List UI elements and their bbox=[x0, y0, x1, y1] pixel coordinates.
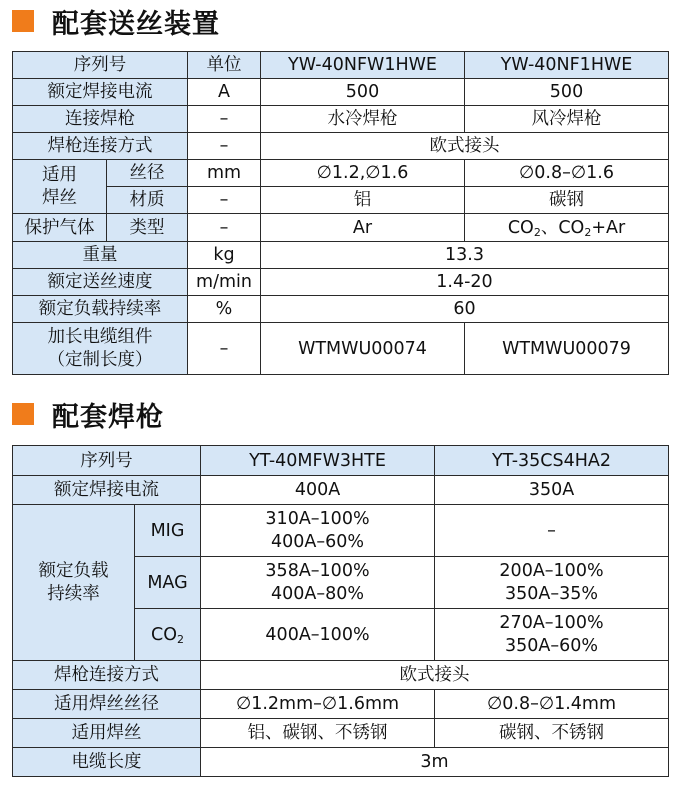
table-row bbox=[13, 661, 669, 690]
value-line: 310A–100% bbox=[265, 508, 370, 529]
cell-value bbox=[465, 214, 669, 242]
row-label: 焊枪连接方式 bbox=[13, 661, 201, 690]
header-model1: YT-40MFW3HTE bbox=[201, 446, 435, 476]
row-label: 电缆长度 bbox=[13, 748, 201, 777]
table-row bbox=[13, 269, 669, 296]
cell-value bbox=[435, 609, 669, 661]
header-unit: 单位 bbox=[188, 52, 261, 79]
header-model2: YT-35CS4HA2 bbox=[435, 446, 669, 476]
group-label-line: 焊丝 bbox=[42, 187, 77, 208]
table-row bbox=[13, 52, 669, 79]
table-row bbox=[13, 242, 669, 269]
row-label: 材质 bbox=[107, 187, 188, 214]
value-line: 270A–100% bbox=[499, 612, 604, 633]
row-label: 类型 bbox=[107, 214, 188, 242]
cell-value bbox=[201, 505, 435, 557]
cell-value: 1.4-20 bbox=[261, 269, 669, 296]
row-label: 连接焊枪 bbox=[13, 106, 188, 133]
section-title-text: 配套焊枪 bbox=[52, 401, 164, 433]
row-label: 额定负载持续率 bbox=[13, 296, 188, 323]
cell-value: 350A bbox=[435, 476, 669, 505]
row-unit: – bbox=[188, 323, 261, 375]
row-unit: – bbox=[188, 133, 261, 160]
cell-value: 碳钢 bbox=[465, 187, 669, 214]
cell-value: WTMWU00074 bbox=[261, 323, 465, 375]
table-row bbox=[13, 106, 669, 133]
cell-value: 400A–100% bbox=[201, 609, 435, 661]
cell-value: 3m bbox=[201, 748, 669, 777]
row-label: 适用焊丝 bbox=[13, 719, 201, 748]
cell-value bbox=[435, 557, 669, 609]
section-title-torch bbox=[12, 397, 164, 431]
row-unit: % bbox=[188, 296, 261, 323]
row-unit: kg bbox=[188, 242, 261, 269]
row-label: 重量 bbox=[13, 242, 188, 269]
cell-value: 400A bbox=[201, 476, 435, 505]
table-row bbox=[13, 476, 669, 505]
table-row bbox=[13, 296, 669, 323]
row-label: 焊枪连接方式 bbox=[13, 133, 188, 160]
co2-label: CO bbox=[151, 624, 177, 645]
cell-value: 风冷焊枪 bbox=[465, 106, 669, 133]
cell-value: ∅0.8–∅1.6 bbox=[465, 160, 669, 187]
wire-feeder-table bbox=[12, 51, 669, 375]
label-line: （定制长度） bbox=[47, 349, 153, 370]
row-label: 丝径 bbox=[107, 160, 188, 187]
value-line: 200A–100% bbox=[499, 560, 604, 581]
cell-value: 13.3 bbox=[261, 242, 669, 269]
value-line: 358A–100% bbox=[265, 560, 370, 581]
row-label bbox=[135, 609, 201, 661]
orange-square-icon bbox=[12, 403, 34, 425]
table-row bbox=[13, 323, 669, 375]
cell-value: Ar bbox=[261, 214, 465, 242]
row-group-label bbox=[13, 160, 107, 214]
section-title-text: 配套送丝装置 bbox=[52, 8, 220, 40]
table-row bbox=[13, 79, 669, 106]
cell-value: 铝、碳钢、不锈钢 bbox=[201, 719, 435, 748]
value-line: 400A–60% bbox=[270, 531, 365, 552]
subscript: 2 bbox=[533, 225, 541, 239]
row-group-label bbox=[13, 505, 135, 661]
section-title-wire-feeder bbox=[12, 4, 220, 38]
cell-value: 铝 bbox=[261, 187, 465, 214]
cell-value: – bbox=[435, 505, 669, 557]
row-label: 额定焊接电流 bbox=[13, 79, 188, 106]
table-row bbox=[13, 748, 669, 777]
header-serial: 序列号 bbox=[13, 446, 201, 476]
row-label: 额定送丝速度 bbox=[13, 269, 188, 296]
table-row bbox=[13, 719, 669, 748]
table-row bbox=[13, 690, 669, 719]
value-line: 350A–35% bbox=[504, 583, 599, 604]
cell-value: ∅1.2,∅1.6 bbox=[261, 160, 465, 187]
cell-value: 60 bbox=[261, 296, 669, 323]
header-model1: YW-40NFW1HWE bbox=[261, 52, 465, 79]
group-label-line: 适用 bbox=[42, 164, 77, 185]
gas-text: +Ar bbox=[591, 217, 626, 238]
row-unit: – bbox=[188, 106, 261, 133]
gas-text: 、CO bbox=[540, 217, 585, 238]
label-line: 加长电缆组件 bbox=[47, 326, 153, 347]
cell-value: 水冷焊枪 bbox=[261, 106, 465, 133]
row-unit: m/min bbox=[188, 269, 261, 296]
row-label: MAG bbox=[135, 557, 201, 609]
row-unit: A bbox=[188, 79, 261, 106]
value-line: 350A–60% bbox=[504, 635, 599, 656]
cell-value bbox=[201, 557, 435, 609]
row-group-label: 保护气体 bbox=[13, 214, 107, 242]
group-label-line: 持续率 bbox=[47, 583, 100, 604]
table-row bbox=[13, 214, 669, 242]
row-label: 适用焊丝丝径 bbox=[13, 690, 201, 719]
row-unit: – bbox=[188, 187, 261, 214]
table-row bbox=[13, 133, 669, 160]
header-serial: 序列号 bbox=[13, 52, 188, 79]
table-row bbox=[13, 160, 669, 187]
cell-value: 欧式接头 bbox=[201, 661, 669, 690]
row-unit: – bbox=[188, 214, 261, 242]
group-label-line: 额定负载 bbox=[38, 560, 109, 581]
cell-value: ∅0.8–∅1.4mm bbox=[435, 690, 669, 719]
subscript: 2 bbox=[177, 632, 184, 646]
gas-text: CO bbox=[507, 217, 534, 238]
cell-value: 碳钢、不锈钢 bbox=[435, 719, 669, 748]
row-label: 额定焊接电流 bbox=[13, 476, 201, 505]
cell-value: 500 bbox=[261, 79, 465, 106]
torch-table bbox=[12, 445, 669, 777]
header-model2: YW-40NF1HWE bbox=[465, 52, 669, 79]
row-unit: mm bbox=[188, 160, 261, 187]
table-row bbox=[13, 505, 669, 557]
orange-square-icon bbox=[12, 10, 34, 32]
cell-value: WTMWU00079 bbox=[465, 323, 669, 375]
table-row bbox=[13, 446, 669, 476]
subscript: 2 bbox=[584, 225, 592, 239]
row-label: MIG bbox=[135, 505, 201, 557]
cell-value: 500 bbox=[465, 79, 669, 106]
row-label bbox=[13, 323, 188, 375]
cell-value: 欧式接头 bbox=[261, 133, 669, 160]
value-line: 400A–80% bbox=[270, 583, 365, 604]
table-row bbox=[13, 187, 669, 214]
cell-value: ∅1.2mm–∅1.6mm bbox=[201, 690, 435, 719]
